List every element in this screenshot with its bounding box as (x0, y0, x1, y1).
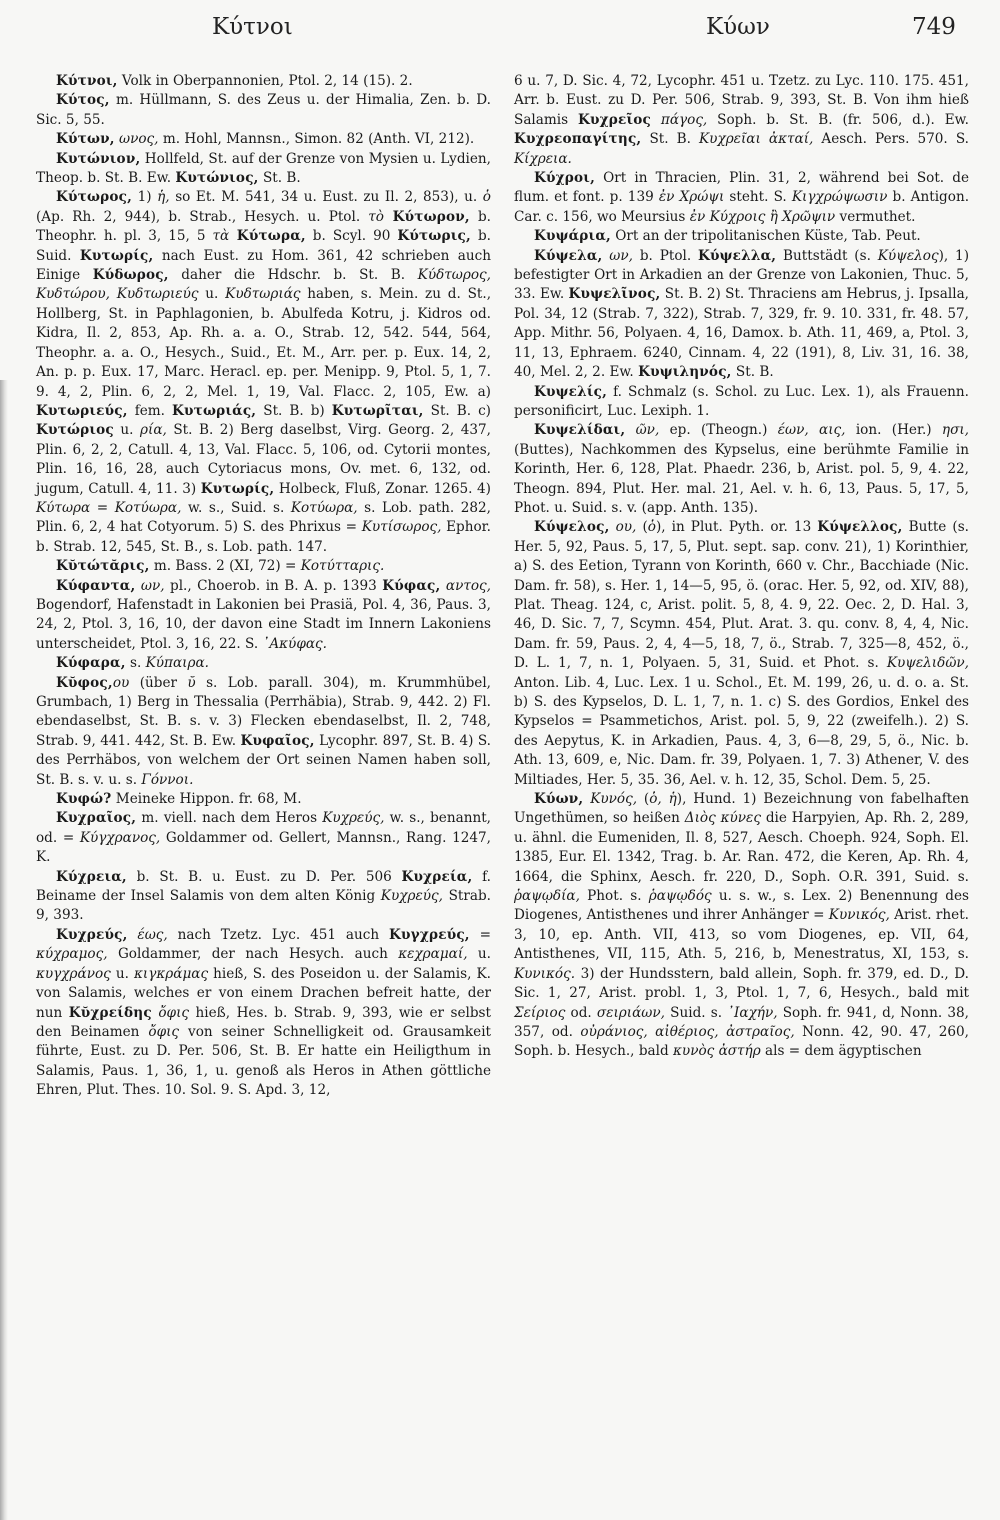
entry-text: St. B. (731, 364, 774, 381)
entry-text: u. (113, 422, 141, 439)
entry-text: ), 1) befestigter Ort in Arkadien an der Grenze von Lakonien, Thuc. 5, 33. Ew. (514, 247, 969, 303)
entry-text: m. Hohl, Mannsn., Simon. 82 (Anth. VI, 212). (158, 131, 475, 148)
dictionary-entry (514, 247, 969, 383)
entry-text: so Et. M. 541, 34 u. Eust. zu Il. 2, 853), u. (169, 189, 483, 206)
entry-text: die Harpyien, Ap. Rh. 2, 289, u. ähnl. die Eumeniden, Il. 8, 527, Aesch. Choeph. 924, Soph. El. 1385, Eur. El. 1342, Trag. b. Ar. Ran. 472, die Keren, Ap. Rh. 4, 1664, die Sphinx, Aesch. fr. 220, D., Soph. O.R. 391, Suid. s. (514, 810, 969, 885)
entry-text: ( (637, 791, 650, 808)
dictionary-entry (36, 926, 491, 1101)
entry-text: ion. (Her.) (845, 422, 942, 439)
entry-text: St. B. c) (423, 402, 491, 419)
entry-headword: Κυτωριεύς, (36, 402, 128, 419)
entry-text: 6 u. 7, D. Sic. 4, 72, Lycophr. 451 u. Tzetz. zu Lyc. 110. 175. 451, Arr. b. Eust. zu D. Per. 506, Strab. 9, 393, St. B. Von ihm hieß Salamis (514, 73, 969, 128)
entry-lemma: Κῠφος, (56, 674, 113, 691)
dictionary-entry (36, 577, 491, 655)
greek-italic-text: τὰ (212, 228, 230, 245)
entry-text: 3) der Hundsstern, bald allein, Soph. fr. 379, ed. D., D. Sic. 1, 27, Arist. probl. 1, 3, Ptol. 1, 7, 6, Hesych., bald mit (514, 965, 969, 1002)
entry-text: b. Theophr. h. pl. 3, 15, 5 (36, 208, 491, 245)
dictionary-entry (36, 868, 491, 926)
dictionary-entry (36, 150, 491, 189)
entry-text: daher die Hdschr. b. St. B. (168, 267, 418, 284)
greek-italic-text: κυγχράνος (36, 965, 111, 982)
header-last-headword: Κύων (706, 14, 770, 40)
entry-text: fem. (127, 402, 172, 419)
greek-italic-text: ὄφις (151, 1004, 190, 1021)
greek-italic-text: Κύδτωρος, Κυδτώρου, Κυδτωριεύς (36, 267, 491, 303)
greek-italic-text: σειριάων, (596, 1004, 665, 1021)
greek-italic-text: Κυδτωριάς (225, 286, 301, 303)
entry-text: 1) (132, 189, 158, 206)
greek-italic-text: Γόννοι. (141, 771, 194, 788)
greek-italic-text: Κοτύτταρις. (300, 558, 385, 575)
entry-text: (über (129, 674, 188, 691)
entry-text: m. Bass. 2 (XI, 72) = (149, 558, 301, 575)
greek-italic-text: Κύτωρα = Κοτύωρα, (36, 499, 182, 516)
entry-lemma: Κύφαρα, (56, 655, 126, 672)
page-number: 749 (912, 14, 956, 40)
entry-lemma: Κύων, (534, 791, 584, 808)
greek-italic-text: Κύψελος (877, 247, 939, 264)
entry-text: u. s. w., s. Lex. 2) Benennung des Diogenes, Antisthenes und ihrer Anhänger = (514, 888, 969, 924)
entry-lemma: Κύχροι, (534, 170, 596, 187)
greek-italic-text: Κυτίσωρος, (361, 519, 442, 536)
entry-text: St. B. (258, 170, 301, 187)
entry-text: f. Schmalz (s. Schol. zu Luc. Lex. 1), als Frauenn. personificirt, Luc. Lexiph. 1. (514, 383, 969, 419)
greek-italic-text: Κυνός, (583, 791, 638, 808)
entry-text: vermuthet. (835, 208, 916, 225)
entry-headword: Κυψελῖνος, (568, 286, 661, 303)
entry-text: w. s., benannt, od. = (36, 810, 491, 846)
greek-italic-text: Κίχρεια. (514, 150, 572, 167)
entry-lemma: Κυχρεύς, (56, 926, 128, 943)
entry-lemma: Κύψελα, (534, 247, 603, 264)
entry-text: Ort an der tripolitanischen Küste, Tab. Peut. (610, 228, 921, 245)
greek-italic-text: ησι, (941, 422, 969, 439)
entry-headword: Κῠχρείδης (68, 1004, 152, 1021)
entry-text: Bogendorf, Hafenstadt in Lakonien bei Prasiä, Pol. 4, 36, Paus. 3, 24, 2, Ptol. 3, 16, 10, der davon eine Stadt im Innern Lakoniens unterscheidet, Ptol. 3, 16, 22. S. (36, 596, 491, 652)
entry-headword: Κύψελλα, (698, 247, 777, 264)
dictionary-entry (36, 654, 491, 673)
entry-lemma: Κυτώνιον, (56, 150, 141, 167)
entry-headword: Κυχρεία, (401, 868, 473, 885)
greek-italic-text: Κυχρεύς, (322, 810, 385, 827)
greek-italic-text: Κοτύωρα, (290, 499, 358, 516)
entry-text: Soph. b. St. B. (fr. 506, d.). Ew. (707, 111, 969, 128)
greek-italic-text: αντος, (440, 577, 491, 594)
greek-italic-text: ῥαψῳδία, (514, 888, 580, 905)
greek-italic-text: έως, (127, 926, 168, 943)
greek-italic-text: Κύγχρανος, (79, 829, 161, 846)
dictionary-entry (514, 227, 969, 246)
greek-italic-text: ῶν, (625, 422, 660, 439)
greek-italic-text: κιγκράμας (133, 965, 209, 982)
entry-text: m. viell. nach dem Heros (136, 810, 323, 827)
entry-lemma: Κύτνοι, (56, 73, 118, 89)
entry-text: b. Suid. (36, 228, 491, 264)
greek-italic-text: τὸ (368, 208, 384, 225)
entry-lemma: Κύτος, (56, 92, 110, 109)
greek-italic-text: Κυψελιδῶν, (886, 655, 969, 672)
greek-italic-text: Κυχρεύς, (380, 888, 443, 905)
entry-text: pl., Choerob. in B. A. p. 1393 (164, 577, 383, 594)
greek-italic-text: ρία, (140, 422, 167, 439)
entry-text: Goldammer od. Gellert, Mannsn., Rang. 1247, K. (36, 829, 491, 866)
greek-italic-text: κυνὸς ἀστήρ (673, 1043, 761, 1060)
entry-lemma: Κῠτώτᾰρις, (56, 558, 150, 575)
greek-italic-text: ὄφις (148, 1023, 180, 1040)
entry-text: Suid. s. (664, 1004, 728, 1021)
entry-lemma: Κύτων, (56, 131, 115, 148)
entry-text: St. B. 2) Berg daselbst, Virg. Georg. 2, 437, Plin. 6, 2, 2, Catull. 4, 13, Val. Flacc. 5, 106, od. Cytorii montes, Plin. 16, 16, 28, auch Cytoriacus mons, Ov. met. 6, 132, od. jugum, Catull. 4, 11. 3) (36, 422, 491, 497)
entry-text: s. (125, 655, 146, 672)
entry-text: als = dem ägyptischen (760, 1043, 922, 1060)
entry-text: s. Lob. path. 282, Plin. 6, 2, 4 hat Cotyorum. 5) S. des Phrixus = (36, 499, 491, 536)
greek-italic-text: πάγος, (651, 111, 708, 128)
greek-italic-text: ὁ (647, 519, 656, 536)
greek-italic-text: ων, (602, 247, 633, 264)
greek-italic-text: ου (112, 674, 130, 691)
greek-italic-text: Κυνικός. (514, 965, 576, 982)
entry-text: Strab. 9, 393. (36, 888, 491, 924)
entry-text: Holbeck, Fluß, Zonar. 1265. 4) (274, 480, 491, 497)
greek-italic-text: ὁ (482, 189, 491, 206)
entry-text: ep. (Theogn.) (659, 422, 778, 439)
greek-italic-text: κύχραμος, (36, 946, 108, 963)
entry-text: (Ap. Rh. 2, 944), b. Strab., Hesych. u. Ptol. (36, 208, 369, 225)
entry-text: Ephor. b. Strab. 12, 545, St. B., s. Lob. path. 147. (36, 519, 491, 555)
entry-headword: Κυτωρίς, (79, 247, 154, 264)
page-edge-shadow (0, 380, 8, 1520)
greek-italic-text: Κυνικός, (828, 907, 890, 924)
greek-italic-text: Κυχρεῖαι ἀκταί, (699, 131, 814, 148)
entry-text: b. Ptol. (632, 247, 699, 264)
entry-headword: Κυχρεοπαγίτης, (514, 131, 642, 148)
greek-italic-text: Σείριος (514, 1004, 566, 1021)
entry-lemma: Κύτωρος, (56, 189, 133, 206)
entry-text: nach Tzetz. Lyc. 451 auch (167, 926, 390, 943)
greek-italic-text: ῥαψῳδός (648, 888, 712, 905)
entry-lemma: Κυφώ? (56, 791, 112, 808)
greek-italic-text: ᾿Ιαχήν, (727, 1004, 778, 1021)
dictionary-entry (36, 674, 491, 790)
entry-headword: Κύτωρον, (383, 208, 470, 225)
entry-text: s. Lob. parall. 304), m. Krummhübel, Grumbach, 1) Berg in Thessalia (Perrhäbia), Strab. 9, 442. 2) Fl. ebendaselbst, St. B. s. v. 3) Flecken ebendaselbst, Il. 2, 748, Strab. 9, 441. 442, St. B. Ew. (36, 674, 491, 749)
dictionary-entry (36, 72, 491, 91)
entry-text: od. (565, 1004, 597, 1021)
entry-text: haben, s. Mein. zu d. St., Hollberg, St. in Paphlagonien, b. Abulfeda Kotru, j. Kidros od. Kidra, Il. 2, 853, Ap. Rh. a. a. O., Strab. 12, 542. 544, 564, Theophr. a. a. O., Hesych., Suid., Et. M., Arr. per. p. Eux. 14, 2, An. p. p. Eux. 17, Marc. Heracl. ep. per. Menipp. 9, Ptol. 5, 1, 7. 9. 4, 2, Plin. 6, 2, 2, Mel. 1, 19, Val. Flacc. 2, 105, Ew. a) (36, 286, 492, 400)
entry-lemma: Κυχραῖος, (56, 810, 137, 827)
header-first-headword: Κύτνοι (212, 14, 293, 40)
entry-text: (Buttes), Nachkommen des Kypselus, eine berühmte Familie in Korinth, Her. 6, 128, Plat. Phaedr. 236, b, Arist. pol. 5, 9, 4. 22, Theogn. 894, Plut. Her. mal. 21, Ael. v. h. 6, 13, Paus. 5, 17, 5, Phot. u. Suid. s. v. (app. Anth. 135). (514, 441, 969, 516)
greek-italic-text: κεχραμαί, (398, 946, 468, 963)
entry-lemma: Κύφαντα, (56, 577, 136, 594)
entry-text: steht. S. (724, 189, 792, 206)
entry-headword: Κυψιληνός, (638, 364, 732, 381)
entry-text: Buttstädt (s. (776, 247, 878, 264)
entry-headword: Κύψελλος, (817, 519, 903, 536)
entry-headword: Κυτώριος (36, 422, 114, 439)
entry-text: ), in Plut. Pyth. or. 13 (655, 519, 818, 536)
entry-text: Volk in Oberpannonien, Ptol. 2, 14 (15). 2. (117, 73, 413, 89)
entry-lemma: Κύχρεια, (56, 868, 127, 885)
dictionary-entry (514, 790, 969, 1062)
greek-italic-text: ωνος, (114, 131, 159, 148)
entry-headword: Κυτωρῖται, (331, 402, 424, 419)
greek-italic-text: ᾿Ακύφας. (262, 635, 327, 652)
entry-lemma: Κυψάρια, (534, 228, 611, 245)
entry-text: ), Hund. 1) Bezeichnung von fabelhaften Ungethümen, so heißen (514, 791, 970, 827)
entry-text: u. (198, 286, 226, 303)
entry-headword: Κυτωριάς, (172, 402, 257, 419)
entry-text: b. Scyl. 90 (305, 228, 398, 245)
entry-text: von seiner Schnelligkeit od. Grausamkeit führte, Eust. zu D. Per. 506, St. B. Er hatte ein Heiligthum in Salamis, Paus. 1, 36, 1, u. genoß als Heros in Athen göttliche Ehren, Plut. Thes. 10. Sol. 9. S. Apd. 3, 12, (36, 1023, 492, 1099)
entry-text: St. B. 2) St. Thraciens am Hebrus, j. Ipsalla, Pol. 34, 12 (Strab. 7, 322), Strab. 7, 329, fr. 9. 10. 331, fr. 48. 57, App. Mithr. 56, Polyaen. 4, 16, Damox. b. Ath. 11, 469, a, Ptol. 3, 11, 13, Ephraem. 6240, Cinnam. 4, 22 (191), 8, Liv. 31, 16. 38, 40, Mel. 2, 2. Ew. (514, 286, 969, 381)
dictionary-entry (514, 518, 969, 790)
entry-text: f. Beiname der Insel Salamis von dem alten König (36, 868, 491, 905)
entry-headword: Κύδωρος, (92, 267, 169, 284)
entry-text: hieß, Hes. b. Strab. 9, 393, wie er selbst den Beinamen (36, 1004, 491, 1040)
dictionary-entry (36, 130, 491, 149)
entry-lemma: Κύψελος, (534, 519, 610, 536)
greek-italic-text: Κιγχρώψωσιν (791, 189, 888, 206)
greek-italic-text: ἐν Χρώψι (658, 189, 725, 206)
entry-text: b. St. B. u. Eust. zu D. Per. 506 (126, 868, 402, 885)
greek-italic-text: ων, (135, 577, 165, 594)
entry-text: St. B. b) (256, 402, 332, 419)
entry-text: nach Eust. zu Hom. 361, 42 schrieben auch Einige (36, 247, 491, 284)
greek-italic-text: οὐράνιος, αἰθέριος, ἀστραῖος, (580, 1023, 795, 1040)
dictionary-entry (36, 809, 491, 867)
entry-text: = (469, 926, 492, 943)
entry-text: Butte (s. Her. 5, 92, Paus. 5, 17, 5, Plut. sept. sap. conv. 21), 1) Korinthier, a) S. des Eetion, Tyrann von Korinth, 660 v. Chr., Bacchiade (Nic. Dam. fr. 58), s. Her. 1, 14—5, 95, ö. (orac. Her. 5, 92, od. XIV, 88), Plat. Theag. 124, c, Arist. polit. 5, 8, 4. 9, 22. Oec. 2, D. Hal. 3, 46, D. Sic. 7, 7, Scymn. 454, Plut. Arat. 3. qu. conv. 8, 4, 4, Nic. Dam. fr. 59, Paus. 2, 4, 4—5, 18, 7, ö., Strab. 7, 325—8, 452, ö., D. L. 1, 7, n. 1, Polyaen. 5, 31, Suid. et Phot. s. (514, 519, 970, 672)
entry-text: m. Hüllmann, S. des Zeus u. der Himalia, Zen. b. D. Sic. 5, 55. (36, 92, 491, 128)
entry-headword: Κύτωρα, (229, 228, 306, 245)
entry-headword: Κύφας, (382, 577, 441, 594)
entry-text: Lycophr. 897, St. B. 4) S. des Perrhäbos, von welchem der Ort seinen Namen haben soll, St. B. s. v. u. s. (36, 732, 492, 788)
entry-text: Goldammer, der nach Hesych. auch (107, 946, 399, 963)
entry-text: u. (467, 946, 492, 963)
entry-continuation (514, 72, 969, 169)
dictionary-entry (514, 383, 969, 422)
entry-text: Arist. rhet. 3, 10, ep. Anth. VII, 413, so vom Diogenes, ep. VII, 64, Antisthenes, VII, 115, Ath. 5, 216, b, Menestratus, XI, 153, s. (514, 907, 969, 963)
entry-headword: Κυτωρίς, (200, 480, 275, 497)
running-header (0, 14, 1000, 54)
greek-italic-text: Κύπαιρα. (145, 655, 209, 672)
dictionary-entry (36, 557, 491, 576)
entry-headword: Κύτωρις, (397, 228, 471, 245)
dictionary-entry (36, 790, 491, 809)
right-column (514, 72, 969, 1062)
entry-lemma: Κυψελίδαι, (534, 422, 626, 439)
greek-italic-text: ου, (609, 519, 637, 536)
entry-text: Nonn. 42, 90. 47, 260, Soph. b. Hesych., bald (514, 1023, 969, 1060)
left-column (36, 72, 491, 1101)
entry-text: b. Antigon. Car. c. 156, wo Meursius (514, 189, 970, 225)
greek-italic-text: ἡ, (157, 189, 170, 206)
entry-text: St. B. (641, 131, 700, 148)
entry-text: Phot. s. (579, 888, 649, 905)
entry-text: hieß, S. des Poseidon u. der Salamis, K. von Salamis, welches er von einem Drachen befreit hatte, der nun (36, 965, 491, 1021)
entry-headword: Κυχρεῖος (577, 111, 651, 128)
entry-text: Ort in Thracien, Plin. 31, 2, während bei Sot. de flum. et font. p. 139 (514, 170, 969, 206)
entry-headword: Κυτώνιος, (175, 170, 259, 187)
dictionary-entry (514, 169, 969, 227)
entry-text: u. (110, 965, 134, 982)
entry-headword: Κυφαῖος, (240, 732, 315, 749)
dictionary-entry (36, 188, 491, 557)
greek-italic-text: Διὸς κύνες (684, 810, 761, 827)
greek-italic-text: ῠ (187, 674, 196, 691)
greek-italic-text: ὁ, ἡ (649, 791, 677, 808)
entry-lemma: Κυψελίς, (534, 383, 608, 400)
entry-text: Anton. Lib. 4, Luc. Lex. 1 u. Schol., Et. M. 199, 26, u. d. o. a. St. b) S. des Kypselos, D. L. 1, 7, n. 1. c) S. des Gordios, Enkel des Kypselos = Psammetichos, Arist. pol. 5, 9, 22 (zweifelh.). 2) S. des Aepytus, K. in Arkadien, Paus. 4, 3, 6—8, 29, 5, ö., Nic. b. Ath. 13, 609, e, Nic. Dam. fr. 39, Polyaen. 1, 7. 3) Athener, V. des Miltiades, Her. 5, 35. 36, Ael. v. h. 12, 35, Schol. Dem. 5, 25. (514, 674, 969, 788)
dictionary-entry (36, 91, 491, 130)
entry-text: Aesch. Pers. 570. S. (813, 131, 969, 148)
entry-text: Meineke Hippon. fr. 68, M. (111, 791, 302, 808)
entry-text: Soph. fr. 941, d, Nonn. 38, 357, od. (514, 1004, 969, 1040)
entry-text: Hollfeld, St. auf der Grenze von Mysien u. Lydien, Theop. b. St. B. Ew. (36, 150, 491, 187)
entry-headword: Κυγχρεύς, (389, 926, 470, 943)
greek-italic-text: έων, αις, (777, 422, 846, 439)
entry-text: w. s., Suid. s. (181, 499, 291, 516)
dictionary-entry (514, 421, 969, 518)
greek-italic-text: ἐν Κύχροις ἢ Χρῶψιν (689, 208, 836, 225)
entry-text: ( (636, 519, 648, 536)
